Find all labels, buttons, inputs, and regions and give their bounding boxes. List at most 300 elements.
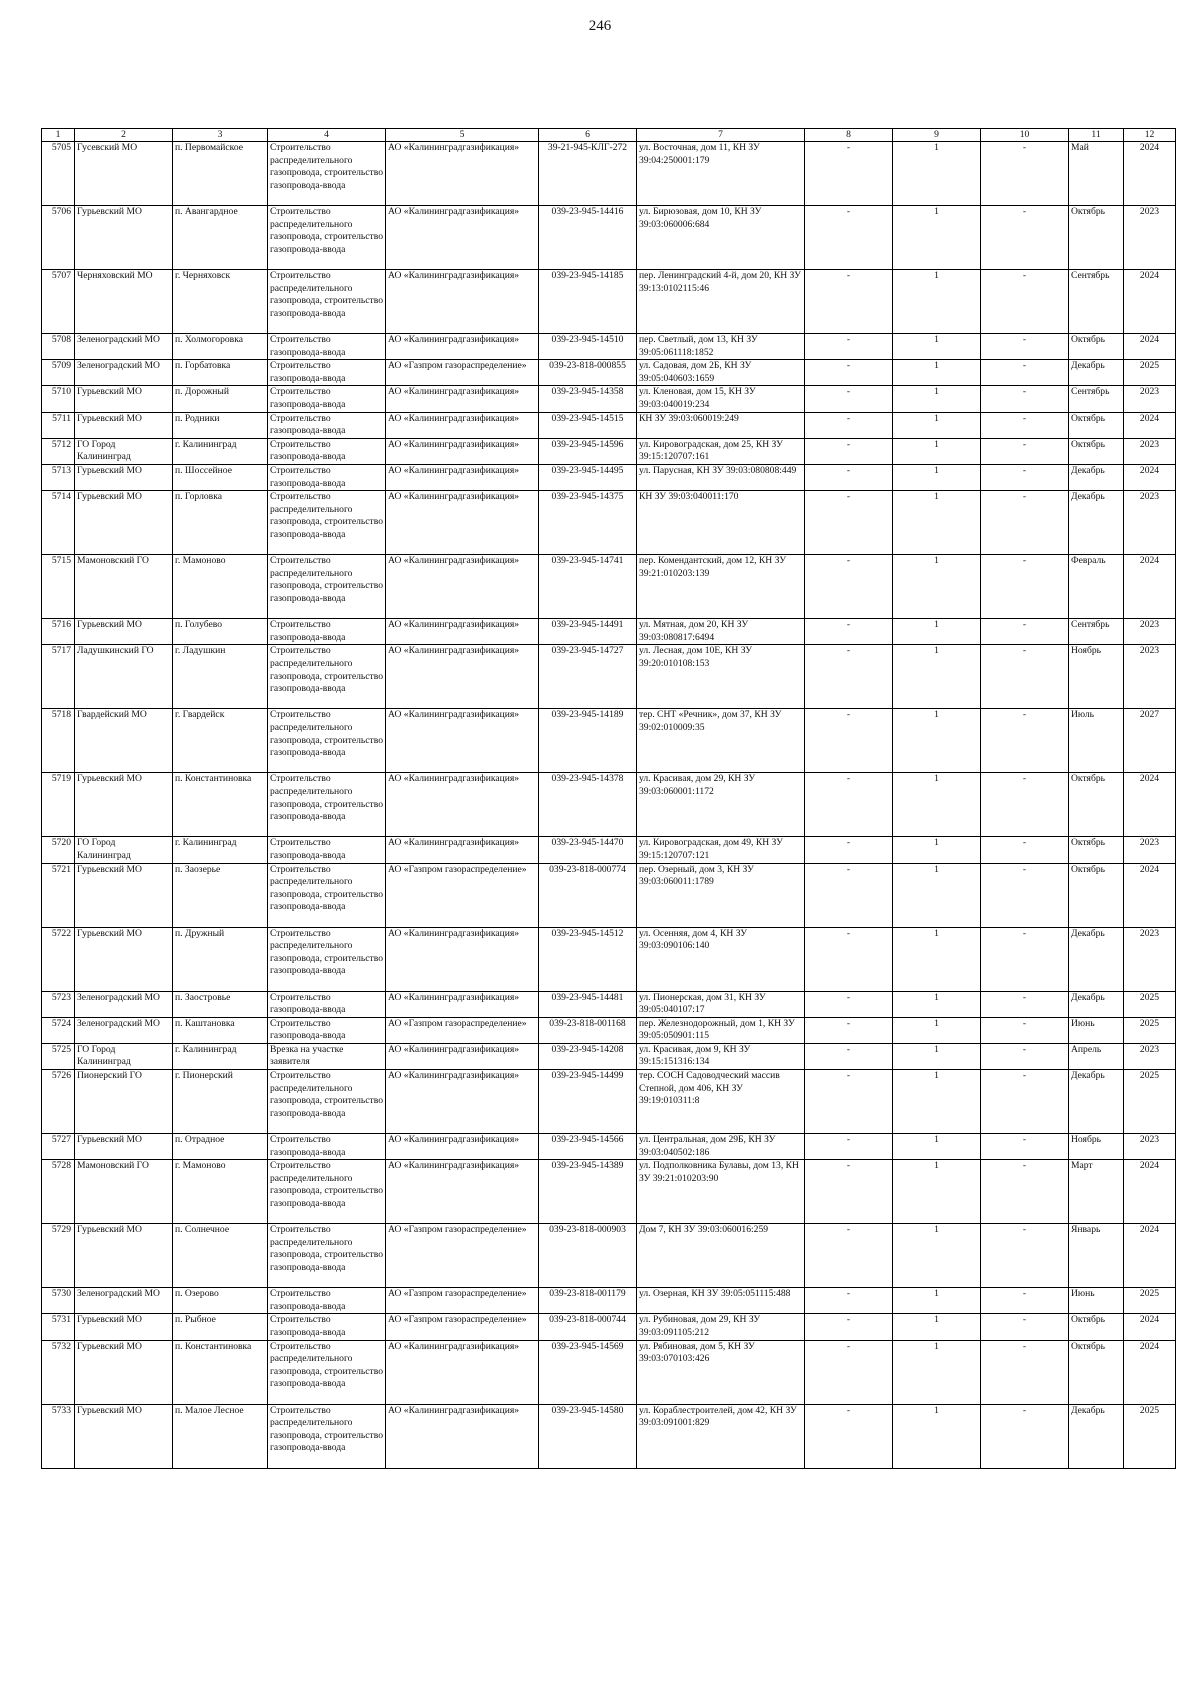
table-row	[42, 491, 1176, 555]
column-9-cell: 1	[893, 1070, 981, 1134]
row-number-cell: 5715	[42, 555, 75, 619]
row-number-cell: 5733	[42, 1404, 75, 1468]
municipality-cell: ГО Город Калининград	[75, 837, 173, 863]
column-8-cell: -	[805, 464, 893, 490]
work-type-cell: Строительство газопровода-ввода	[268, 464, 386, 490]
column-9-cell: 1	[893, 360, 981, 386]
address-cell: ул. Садовая, дом 2Б, КН ЗУ 39:05:040603:1659	[637, 360, 805, 386]
row-number-cell: 5720	[42, 837, 75, 863]
organization-cell: АО «Газпром газораспределение»	[386, 1017, 539, 1043]
column-8-cell: -	[805, 837, 893, 863]
organization-cell: АО «Калининградгазификация»	[386, 773, 539, 837]
row-number-cell: 5729	[42, 1224, 75, 1288]
column-9-cell: 1	[893, 491, 981, 555]
locality-cell: п. Заостровье	[173, 991, 268, 1017]
work-type-cell: Строительство распределительного газопровода, строительство газопровода-ввода	[268, 1070, 386, 1134]
table-row	[42, 837, 1176, 863]
locality-cell: г. Пионерский	[173, 1070, 268, 1134]
locality-cell: п. Голубево	[173, 619, 268, 645]
table-row	[42, 1314, 1176, 1340]
year-cell: 2027	[1124, 709, 1176, 773]
address-cell: ул. Красивая, дом 9, КН ЗУ 39:15:151316:134	[637, 1043, 805, 1069]
table-row	[42, 555, 1176, 619]
work-type-cell: Строительство газопровода-ввода	[268, 1134, 386, 1160]
address-cell: ул. Восточная, дом 11, КН ЗУ 39:04:250001:179	[637, 142, 805, 206]
column-9-cell: 1	[893, 206, 981, 270]
month-cell: Декабрь	[1069, 927, 1124, 991]
table-row	[42, 863, 1176, 927]
month-cell: Декабрь	[1069, 360, 1124, 386]
application-code-cell: 039-23-945-14510	[539, 334, 637, 360]
column-8-cell: -	[805, 1404, 893, 1468]
municipality-cell: Гурьевский МО	[75, 1134, 173, 1160]
year-cell: 2025	[1124, 991, 1176, 1017]
locality-cell: п. Родники	[173, 412, 268, 438]
column-10-cell: -	[981, 837, 1069, 863]
column-9-cell: 1	[893, 645, 981, 709]
locality-cell: п. Авангардное	[173, 206, 268, 270]
locality-cell: г. Калининград	[173, 1043, 268, 1069]
header-cell: 9	[893, 129, 981, 142]
table-row	[42, 464, 1176, 490]
column-8-cell: -	[805, 142, 893, 206]
locality-cell: п. Малое Лесное	[173, 1404, 268, 1468]
column-9-cell: 1	[893, 334, 981, 360]
year-cell: 2023	[1124, 619, 1176, 645]
header-cell: 4	[268, 129, 386, 142]
column-9-cell: 1	[893, 773, 981, 837]
year-cell: 2023	[1124, 438, 1176, 464]
column-9-cell: 1	[893, 270, 981, 334]
address-cell: Дом 7, КН ЗУ 39:03:060016:259	[637, 1224, 805, 1288]
work-type-cell: Строительство газопровода-ввода	[268, 1288, 386, 1314]
column-10-cell: -	[981, 1017, 1069, 1043]
column-9-cell: 1	[893, 1404, 981, 1468]
organization-cell: АО «Калининградгазификация»	[386, 927, 539, 991]
organization-cell: АО «Калининградгазификация»	[386, 555, 539, 619]
organization-cell: АО «Калининградгазификация»	[386, 386, 539, 412]
year-cell: 2024	[1124, 270, 1176, 334]
column-10-cell: -	[981, 1288, 1069, 1314]
row-number-cell: 5707	[42, 270, 75, 334]
page-number: 246	[588, 18, 612, 34]
organization-cell: АО «Калининградгазификация»	[386, 1070, 539, 1134]
row-number-cell: 5719	[42, 773, 75, 837]
row-number-cell: 5732	[42, 1340, 75, 1404]
work-type-cell: Строительство распределительного газопровода, строительство газопровода-ввода	[268, 555, 386, 619]
application-code-cell: 039-23-945-14499	[539, 1070, 637, 1134]
address-cell: тер. СНТ «Речник», дом 37, КН ЗУ 39:02:010009:35	[637, 709, 805, 773]
column-9-cell: 1	[893, 1340, 981, 1404]
municipality-cell: Гурьевский МО	[75, 773, 173, 837]
application-code-cell: 039-23-945-14491	[539, 619, 637, 645]
month-cell: Декабрь	[1069, 1070, 1124, 1134]
year-cell: 2024	[1124, 1160, 1176, 1224]
work-type-cell: Строительство газопровода-ввода	[268, 412, 386, 438]
locality-cell: п. Дружный	[173, 927, 268, 991]
organization-cell: АО «Газпром газораспределение»	[386, 1314, 539, 1340]
month-cell: Октябрь	[1069, 773, 1124, 837]
table-row	[42, 1340, 1176, 1404]
year-cell: 2023	[1124, 206, 1176, 270]
column-10-cell: -	[981, 464, 1069, 490]
table-row	[42, 386, 1176, 412]
organization-cell: АО «Калининградгазификация»	[386, 709, 539, 773]
month-cell: Январь	[1069, 1224, 1124, 1288]
application-code-cell: 039-23-945-14208	[539, 1043, 637, 1069]
gasification-table-container	[41, 128, 1175, 1469]
municipality-cell: ГО Город Калининград	[75, 438, 173, 464]
year-cell: 2023	[1124, 1134, 1176, 1160]
organization-cell: АО «Калининградгазификация»	[386, 619, 539, 645]
month-cell: Октябрь	[1069, 1314, 1124, 1340]
year-cell: 2024	[1124, 773, 1176, 837]
column-8-cell: -	[805, 206, 893, 270]
address-cell: пер. Железнодорожный, дом 1, КН ЗУ 39:05:050901:115	[637, 1017, 805, 1043]
address-cell: ул. Красивая, дом 29, КН ЗУ 39:03:060001:1172	[637, 773, 805, 837]
column-8-cell: -	[805, 1017, 893, 1043]
column-9-cell: 1	[893, 1160, 981, 1224]
year-cell: 2025	[1124, 1288, 1176, 1314]
municipality-cell: Пионерский ГО	[75, 1070, 173, 1134]
table-row	[42, 1070, 1176, 1134]
year-cell: 2024	[1124, 1314, 1176, 1340]
table-row	[42, 1160, 1176, 1224]
column-10-cell: -	[981, 412, 1069, 438]
column-10-cell: -	[981, 1134, 1069, 1160]
table-row	[42, 1134, 1176, 1160]
table-row	[42, 1043, 1176, 1069]
row-number-cell: 5706	[42, 206, 75, 270]
month-cell: Февраль	[1069, 555, 1124, 619]
address-cell: пер. Комендантский, дом 12, КН ЗУ 39:21:010203:139	[637, 555, 805, 619]
year-cell: 2025	[1124, 1070, 1176, 1134]
municipality-cell: Зеленоградский МО	[75, 360, 173, 386]
municipality-cell: Зеленоградский МО	[75, 991, 173, 1017]
application-code-cell: 39-21-945-КЛГ-272	[539, 142, 637, 206]
column-8-cell: -	[805, 991, 893, 1017]
table-row	[42, 438, 1176, 464]
column-10-cell: -	[981, 1160, 1069, 1224]
column-9-cell: 1	[893, 555, 981, 619]
column-10-cell: -	[981, 360, 1069, 386]
row-number-cell: 5709	[42, 360, 75, 386]
month-cell: Май	[1069, 142, 1124, 206]
organization-cell: АО «Калининградгазификация»	[386, 464, 539, 490]
municipality-cell: Ладушкинский ГО	[75, 645, 173, 709]
column-8-cell: -	[805, 1340, 893, 1404]
application-code-cell: 039-23-945-14566	[539, 1134, 637, 1160]
municipality-cell: Гурьевский МО	[75, 619, 173, 645]
table-row	[42, 1224, 1176, 1288]
locality-cell: п. Каштановка	[173, 1017, 268, 1043]
address-cell: ул. Парусная, КН ЗУ 39:03:080808:449	[637, 464, 805, 490]
row-number-cell: 5712	[42, 438, 75, 464]
municipality-cell: Гусевский МО	[75, 142, 173, 206]
organization-cell: АО «Калининградгазификация»	[386, 1404, 539, 1468]
row-number-cell: 5711	[42, 412, 75, 438]
column-10-cell: -	[981, 1314, 1069, 1340]
year-cell: 2025	[1124, 360, 1176, 386]
column-8-cell: -	[805, 438, 893, 464]
column-10-cell: -	[981, 927, 1069, 991]
header-cell: 2	[75, 129, 173, 142]
column-9-cell: 1	[893, 142, 981, 206]
organization-cell: АО «Газпром газораспределение»	[386, 863, 539, 927]
row-number-cell: 5716	[42, 619, 75, 645]
column-9-cell: 1	[893, 837, 981, 863]
organization-cell: АО «Калининградгазификация»	[386, 1340, 539, 1404]
municipality-cell: Черняховский МО	[75, 270, 173, 334]
header-cell: 11	[1069, 129, 1124, 142]
municipality-cell: Гурьевский МО	[75, 1314, 173, 1340]
table-row	[42, 773, 1176, 837]
column-9-cell: 1	[893, 464, 981, 490]
municipality-cell: Мамоновский ГО	[75, 555, 173, 619]
work-type-cell: Строительство газопровода-ввода	[268, 334, 386, 360]
address-cell: ул. Озерная, КН ЗУ 39:05:051115:488	[637, 1288, 805, 1314]
work-type-cell: Строительство распределительного газопровода, строительство газопровода-ввода	[268, 1160, 386, 1224]
column-8-cell: -	[805, 645, 893, 709]
column-8-cell: -	[805, 709, 893, 773]
locality-cell: г. Мамоново	[173, 1160, 268, 1224]
municipality-cell: Гурьевский МО	[75, 464, 173, 490]
year-cell: 2025	[1124, 1017, 1176, 1043]
column-9-cell: 1	[893, 1224, 981, 1288]
application-code-cell: 039-23-945-14512	[539, 927, 637, 991]
column-8-cell: -	[805, 1070, 893, 1134]
address-cell: КН ЗУ 39:03:040011:170	[637, 491, 805, 555]
work-type-cell: Строительство распределительного газопровода, строительство газопровода-ввода	[268, 709, 386, 773]
column-9-cell: 1	[893, 412, 981, 438]
municipality-cell: Гурьевский МО	[75, 927, 173, 991]
row-number-cell: 5717	[42, 645, 75, 709]
column-10-cell: -	[981, 863, 1069, 927]
column-8-cell: -	[805, 619, 893, 645]
row-number-cell: 5727	[42, 1134, 75, 1160]
column-9-cell: 1	[893, 863, 981, 927]
table-row	[42, 206, 1176, 270]
year-cell: 2024	[1124, 863, 1176, 927]
application-code-cell: 039-23-818-000903	[539, 1224, 637, 1288]
column-10-cell: -	[981, 645, 1069, 709]
row-number-cell: 5713	[42, 464, 75, 490]
address-cell: ул. Подполковника Булавы, дом 13, КН ЗУ 39:21:010203:90	[637, 1160, 805, 1224]
column-10-cell: -	[981, 1340, 1069, 1404]
month-cell: Ноябрь	[1069, 1134, 1124, 1160]
application-code-cell: 039-23-945-14358	[539, 386, 637, 412]
address-cell: ул. Рубиновая, дом 29, КН ЗУ 39:03:091105:212	[637, 1314, 805, 1340]
row-number-cell: 5714	[42, 491, 75, 555]
row-number-cell: 5718	[42, 709, 75, 773]
header-cell: 3	[173, 129, 268, 142]
municipality-cell: Мамоновский ГО	[75, 1160, 173, 1224]
table-row	[42, 360, 1176, 386]
organization-cell: АО «Калининградгазификация»	[386, 837, 539, 863]
municipality-cell: Гурьевский МО	[75, 1404, 173, 1468]
application-code-cell: 039-23-818-000774	[539, 863, 637, 927]
organization-cell: АО «Калининградгазификация»	[386, 991, 539, 1017]
municipality-cell: ГО Город Калининград	[75, 1043, 173, 1069]
column-9-cell: 1	[893, 1314, 981, 1340]
header-cell: 8	[805, 129, 893, 142]
row-number-cell: 5730	[42, 1288, 75, 1314]
application-code-cell: 039-23-945-14189	[539, 709, 637, 773]
address-cell: тер. СОСН Садоводческий массив Степной, дом 406, КН ЗУ 39:19:010311:8	[637, 1070, 805, 1134]
month-cell: Июль	[1069, 709, 1124, 773]
application-code-cell: 039-23-945-14727	[539, 645, 637, 709]
address-cell: ул. Кленовая, дом 15, КН ЗУ 39:03:040019:234	[637, 386, 805, 412]
application-code-cell: 039-23-945-14481	[539, 991, 637, 1017]
address-cell: пер. Ленинградский 4-й, дом 20, КН ЗУ 39:13:0102115:46	[637, 270, 805, 334]
month-cell: Октябрь	[1069, 438, 1124, 464]
municipality-cell: Гурьевский МО	[75, 386, 173, 412]
work-type-cell: Строительство газопровода-ввода	[268, 619, 386, 645]
header-cell: 1	[42, 129, 75, 142]
address-cell: ул. Рябиновая, дом 5, КН ЗУ 39:03:070103:426	[637, 1340, 805, 1404]
locality-cell: г. Гвардейск	[173, 709, 268, 773]
row-number-cell: 5728	[42, 1160, 75, 1224]
month-cell: Декабрь	[1069, 1404, 1124, 1468]
work-type-cell: Строительство газопровода-ввода	[268, 1314, 386, 1340]
row-number-cell: 5723	[42, 991, 75, 1017]
column-8-cell: -	[805, 927, 893, 991]
table-body	[42, 142, 1176, 1469]
locality-cell: г. Мамоново	[173, 555, 268, 619]
column-9-cell: 1	[893, 1017, 981, 1043]
column-10-cell: -	[981, 491, 1069, 555]
organization-cell: АО «Калининградгазификация»	[386, 645, 539, 709]
organization-cell: АО «Калининградгазификация»	[386, 412, 539, 438]
locality-cell: п. Рыбное	[173, 1314, 268, 1340]
locality-cell: п. Солнечное	[173, 1224, 268, 1288]
locality-cell: г. Черняховск	[173, 270, 268, 334]
work-type-cell: Строительство газопровода-ввода	[268, 1017, 386, 1043]
work-type-cell: Строительство газопровода-ввода	[268, 360, 386, 386]
work-type-cell: Строительство распределительного газопровода, строительство газопровода-ввода	[268, 927, 386, 991]
column-8-cell: -	[805, 1043, 893, 1069]
table-row	[42, 709, 1176, 773]
row-number-cell: 5724	[42, 1017, 75, 1043]
organization-cell: АО «Калининградгазификация»	[386, 438, 539, 464]
column-9-cell: 1	[893, 438, 981, 464]
column-10-cell: -	[981, 270, 1069, 334]
table-row	[42, 645, 1176, 709]
address-cell: ул. Бирюзовая, дом 10, КН ЗУ 39:03:060006:684	[637, 206, 805, 270]
column-10-cell: -	[981, 386, 1069, 412]
table-row	[42, 619, 1176, 645]
locality-cell: п. Константиновка	[173, 773, 268, 837]
application-code-cell: 039-23-945-14416	[539, 206, 637, 270]
year-cell: 2024	[1124, 1340, 1176, 1404]
locality-cell: п. Горловка	[173, 491, 268, 555]
table-row	[42, 142, 1176, 206]
locality-cell: п. Горбатовка	[173, 360, 268, 386]
application-code-cell: 039-23-945-14185	[539, 270, 637, 334]
organization-cell: АО «Газпром газораспределение»	[386, 1288, 539, 1314]
month-cell: Октябрь	[1069, 412, 1124, 438]
year-cell: 2025	[1124, 1404, 1176, 1468]
organization-cell: АО «Калининградгазификация»	[386, 270, 539, 334]
year-cell: 2024	[1124, 334, 1176, 360]
column-9-cell: 1	[893, 927, 981, 991]
column-10-cell: -	[981, 619, 1069, 645]
row-number-cell: 5722	[42, 927, 75, 991]
year-cell: 2023	[1124, 645, 1176, 709]
municipality-cell: Зеленоградский МО	[75, 1288, 173, 1314]
locality-cell: п. Первомайское	[173, 142, 268, 206]
column-8-cell: -	[805, 773, 893, 837]
organization-cell: АО «Газпром газораспределение»	[386, 360, 539, 386]
month-cell: Сентябрь	[1069, 619, 1124, 645]
locality-cell: п. Отрадное	[173, 1134, 268, 1160]
gasification-table	[41, 128, 1176, 1469]
year-cell: 2023	[1124, 837, 1176, 863]
column-8-cell: -	[805, 334, 893, 360]
application-code-cell: 039-23-945-14596	[539, 438, 637, 464]
month-cell: Октябрь	[1069, 206, 1124, 270]
address-cell: ул. Центральная, дом 29Б, КН ЗУ 39:03:040502:186	[637, 1134, 805, 1160]
table-row	[42, 1017, 1176, 1043]
address-cell: ул. Лесная, дом 10Е, КН ЗУ 39:20:010108:153	[637, 645, 805, 709]
month-cell: Декабрь	[1069, 991, 1124, 1017]
row-number-cell: 5710	[42, 386, 75, 412]
table-row	[42, 1288, 1176, 1314]
locality-cell: г. Калининград	[173, 438, 268, 464]
header-row	[42, 129, 1176, 142]
month-cell: Сентябрь	[1069, 386, 1124, 412]
work-type-cell: Строительство газопровода-ввода	[268, 438, 386, 464]
column-8-cell: -	[805, 1160, 893, 1224]
work-type-cell: Строительство распределительного газопровода, строительство газопровода-ввода	[268, 1340, 386, 1404]
address-cell: ул. Кировоградская, дом 49, КН ЗУ 39:15:120707:121	[637, 837, 805, 863]
work-type-cell: Строительство газопровода-ввода	[268, 386, 386, 412]
address-cell: ул. Мятная, дом 20, КН ЗУ 39:03:080817:6494	[637, 619, 805, 645]
organization-cell: АО «Газпром газораспределение»	[386, 1224, 539, 1288]
application-code-cell: 039-23-945-14389	[539, 1160, 637, 1224]
municipality-cell: Зеленоградский МО	[75, 334, 173, 360]
column-9-cell: 1	[893, 709, 981, 773]
month-cell: Декабрь	[1069, 491, 1124, 555]
column-10-cell: -	[981, 773, 1069, 837]
year-cell: 2024	[1124, 142, 1176, 206]
column-10-cell: -	[981, 438, 1069, 464]
month-cell: Октябрь	[1069, 837, 1124, 863]
column-10-cell: -	[981, 1224, 1069, 1288]
column-8-cell: -	[805, 1314, 893, 1340]
locality-cell: п. Шоссейное	[173, 464, 268, 490]
work-type-cell: Строительство газопровода-ввода	[268, 837, 386, 863]
month-cell: Апрель	[1069, 1043, 1124, 1069]
application-code-cell: 039-23-945-14470	[539, 837, 637, 863]
municipality-cell: Гурьевский МО	[75, 491, 173, 555]
organization-cell: АО «Калининградгазификация»	[386, 142, 539, 206]
application-code-cell: 039-23-818-001168	[539, 1017, 637, 1043]
work-type-cell: Врезка на участке заявителя	[268, 1043, 386, 1069]
column-8-cell: -	[805, 1134, 893, 1160]
column-8-cell: -	[805, 555, 893, 619]
work-type-cell: Строительство распределительного газопровода, строительство газопровода-ввода	[268, 491, 386, 555]
locality-cell: п. Холмогоровка	[173, 334, 268, 360]
column-9-cell: 1	[893, 619, 981, 645]
row-number-cell: 5705	[42, 142, 75, 206]
row-number-cell: 5725	[42, 1043, 75, 1069]
month-cell: Декабрь	[1069, 464, 1124, 490]
address-cell: ул. Пионерская, дом 31, КН ЗУ 39:05:040107:17	[637, 991, 805, 1017]
column-9-cell: 1	[893, 1043, 981, 1069]
locality-cell: г. Калининград	[173, 837, 268, 863]
municipality-cell: Гвардейский МО	[75, 709, 173, 773]
